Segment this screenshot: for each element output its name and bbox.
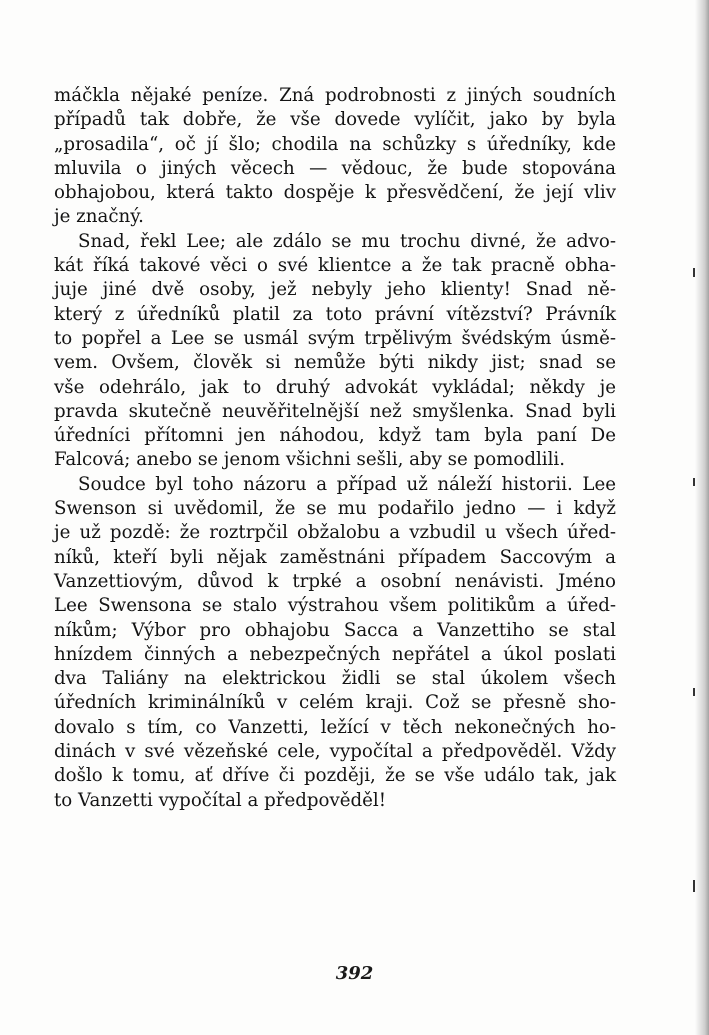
text-line: došlo k tomu, ať dříve či později, že se vše událo tak, jak [54,765,616,787]
page-number: 392 [335,963,374,984]
text-line: to Vanzetti vypočítal a předpověděl! [54,789,387,811]
paragraph [54,84,616,230]
text-line: juje jiné dvě osoby, jež nebyly jeho klienty! Snad ně- [54,279,616,301]
text-line: obhajobou, která takto dospěje k přesvědčení, že její vliv [54,182,616,204]
text-line: pravda skutečně neuvěřitelnější než smyšlenka. Snad byli [54,400,616,422]
text-line: „prosadila“, oč jí šlo; chodila na schůzky s úředníky, kde [54,133,616,155]
paragraph [54,230,616,473]
text-line: kát říká takové věci o své klientce a že tak pracně obha- [54,255,616,277]
page-edge-shadow [695,0,709,1035]
text-line: mluvila o jiných věcech — vědouc, že bude stopována [54,157,616,179]
text-line: dovalo s tím, co Vanzetti, ležící v těch nekonečných ho- [54,716,616,738]
margin-mark [693,688,695,696]
text-line: níkům; Výbor pro obhajobu Sacca a Vanzettiho se stal [54,619,616,641]
text-line: Lee Swensona se stalo výstrahou všem politikům a úřed- [54,595,616,617]
text-line: který z úředníků platil za toto právní vítězství? Právník [54,303,616,325]
margin-mark [693,268,695,277]
text-line: Swenson si uvědomil, že se mu podařilo jedno — i když [54,498,616,520]
text-line: Vanzettiovým, důvod k trpké a osobní nenávisti. Jméno [54,570,616,592]
paragraph [54,473,616,813]
body-text [54,84,616,813]
margin-mark [693,478,695,486]
text-line: máčkla nějaké peníze. Zná podrobnosti z jiných soudních [54,85,616,106]
margin-mark [693,880,695,892]
text-line: dva Taliány na elektrickou židli se stal úkolem všech [54,668,616,690]
text-line: hnízdem činných a nebezpečných nepřátel a úkol poslati [54,643,616,665]
text-line: úředních kriminálníků v celém kraji. Což se přesně sho- [54,692,616,714]
text-line: vem. Ovšem, člověk si nemůže býti nikdy jist; snad se [54,352,616,374]
text-line: dinách v své vězeňské cele, vypočítal a předpověděl. Vždy [54,741,616,763]
text-line: Snad, řekl Lee; ale zdálo se mu trochu divné, že advo- [78,230,616,252]
text-line: případů tak dobře, že vše dovede vylíčit, jako by byla [54,109,616,131]
text-line: je značný. [54,206,144,228]
text-line: Soudce byl toho názoru a případ už náleží historii. Lee [78,473,616,495]
text-line: vše odehrálo, jak to druhý advokát vykládal; někdy je [54,376,616,398]
text-line: níků, kteří byli nějak zaměstnáni případem Saccovým a [54,546,616,568]
text-line: Falcová; anebo se jenom všichni sešli, aby se pomodlili. [54,449,566,471]
text-line: úředníci přítomni jen náhodou, když tam byla paní De [54,425,616,447]
text-line: to popřel a Lee se usmál svým trpělivým švédským úsmě- [54,327,616,349]
text-line: je už pozdě: že roztrpčil obžalobu a vzbudil u všech úřed- [54,522,616,544]
